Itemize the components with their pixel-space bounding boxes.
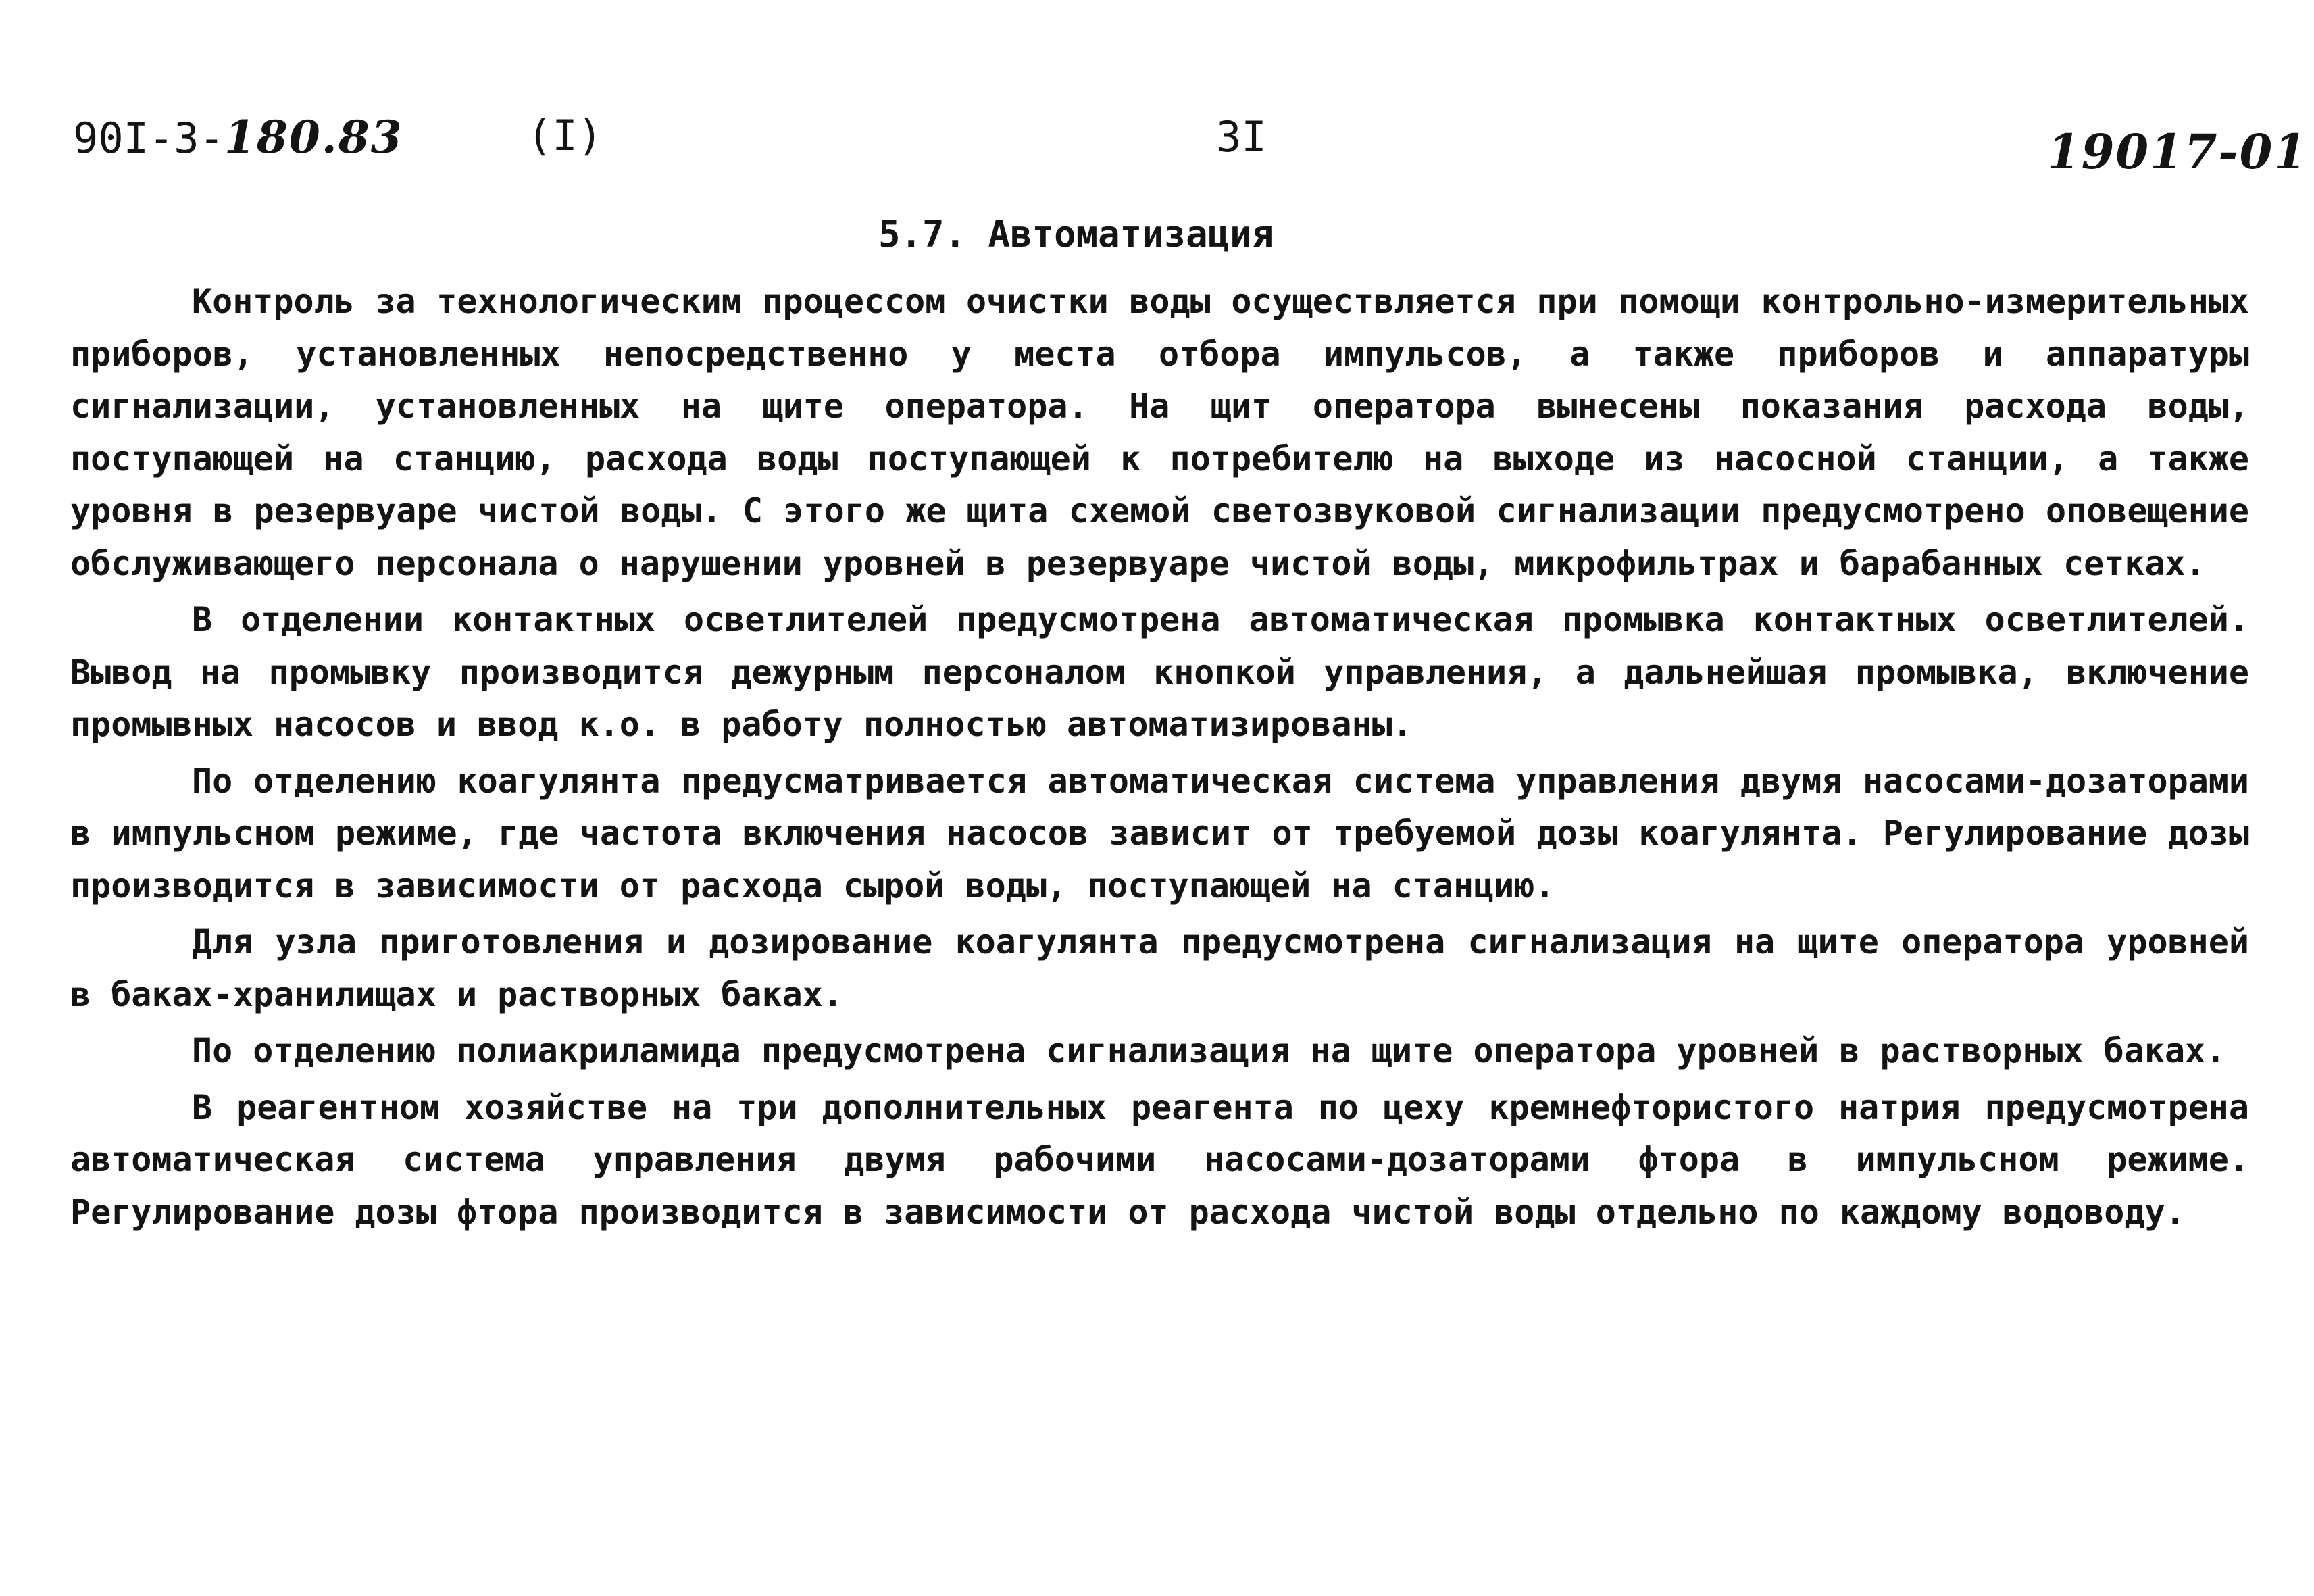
document-code xyxy=(73,111,403,164)
body-text xyxy=(70,276,2249,1243)
sheet-marker: (I) xyxy=(527,111,603,160)
paragraph-coagulant-dosing: По отделению коагулянта предусматривается автоматическая система управления двумя насосами-дозаторами в импульсном режиме, где частота включения насосов зависит от требуемой дозы коагулянта. Регулирование дозы производится в зависимости от расхода сырой воды, поступающей на станцию. xyxy=(70,761,2249,905)
paragraph-contact-clarifiers: В отделении контактных осветлителей предусмотрена автоматическая промывка контактных осветлителей. Вывод на промывку производится дежурным персоналом кнопкой управления, а дальнейшая промывка, включение промывных насосов и ввод к.о. в работу полностью автоматизированы. xyxy=(70,600,2249,744)
document-code-handwritten: 180.83 xyxy=(224,111,403,164)
section-title: 5.7. Автоматизация xyxy=(878,213,1274,255)
paragraph-control-overview: Контроль за технологическим процессом очистки воды осуществляется при помощи контрольно-измерительных приборов, установленных непосредственно у места отбора импульсов, а также приборов и аппаратуры сигнализации, установленных на щите оператора. На щит оператора вынесены показания расхода воды, поступающей на станцию, расхода воды поступающей к потребителю на выходе из насосной станции, а также уровня в резервуаре чистой воды. С этого же щита схемой светозвуковой сигнализации предусмотрено оповещение обслуживающего персонала о нарушении уровней в резервуаре чистой воды, микрофильтрах и барабанных сетках. xyxy=(70,282,2249,583)
paragraph-coagulant-preparation: Для узла приготовления и дозирование коагулянта предусмотрена сигнализация на щите оператора уровней в баках-хранилищах и растворных баках. xyxy=(70,922,2249,1014)
page-number: 3I xyxy=(1216,112,1267,161)
document-code-prefix: 90I-3- xyxy=(73,114,224,163)
paragraph-polyacrylamide: По отделению полиакриламида предусмотрена сигнализация на щите оператора уровней в растворных баках. xyxy=(192,1031,2226,1070)
paragraph-fluoride-dosing: В реагентном хозяйстве на три дополнительных реагента по цеху кремнефтористого натрия предусмотрена автоматическая система управления двумя рабочими насосами-дозаторами фтора в импульсном режиме. Регулирование дозы фтора производится в зависимости от расхода чистой воды отдельно по каждому водоводу. xyxy=(70,1087,2249,1232)
document-number-handwritten: 19017-01 xyxy=(2047,124,2308,180)
